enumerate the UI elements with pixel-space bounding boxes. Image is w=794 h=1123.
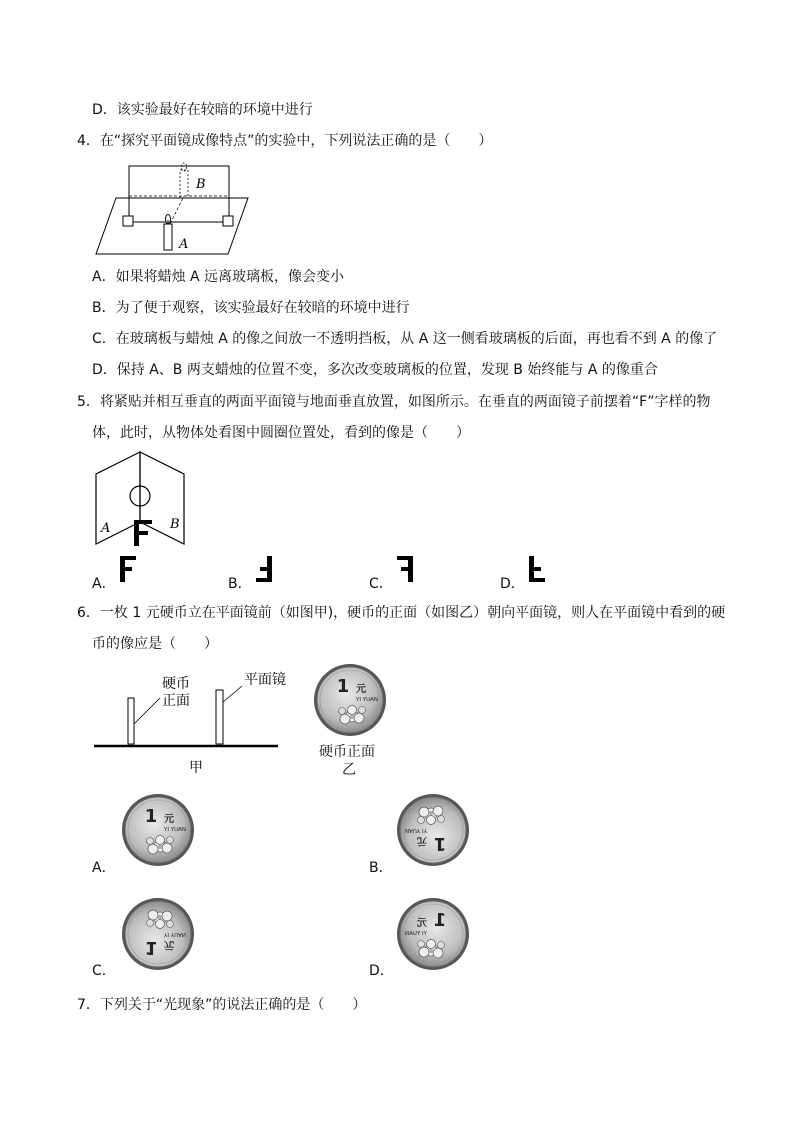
coin-b-numeral: 1 [433,833,447,854]
coin-c-unit: 元 [164,939,174,950]
coin-front-numeral: 1 [336,676,350,697]
coin-c-text: YI YUAN [164,931,186,937]
q6-mirror-label: 平面镜 [244,672,286,688]
coin-a-text: YI YUAN [164,827,186,833]
q5-option-c-glyph [395,556,415,584]
q5-option-b-glyph [254,556,274,584]
q5-label-a: A [101,521,111,536]
q6-option-a-label: A． [92,860,116,876]
q4-figure [92,158,262,258]
q6-caption-jia: 甲 [189,760,203,776]
q6-coin-front [312,662,392,742]
q6-option-b-coin[interactable] [395,792,475,872]
coin-a-unit: 元 [164,814,174,825]
q5-option-a-glyph [118,556,138,584]
q4-label-b: B [196,177,206,192]
q5-option-c-label: C． [369,576,393,592]
coin-b-text: YI YUAN [405,827,427,833]
q6-figure-jia [94,668,294,778]
q6-caption-yi-2: 乙 [342,762,356,778]
q6-caption-yi-1: 硬币正面 [319,744,375,760]
q6-option-b-label: B． [369,860,393,876]
q4-option-b: B．为了便于观察，该实验最好在较暗的环境中进行 [92,300,410,316]
coin-b-unit: 元 [417,835,427,846]
coin-d-text: YI YUAN [405,931,427,937]
q4-option-d: D．保持 A、B 两支蜡烛的位置不变，多次改变玻璃板的位置，发现 B 始终能与 A 的像重合 [92,362,658,378]
q6-option-c-coin[interactable] [120,896,200,976]
q5-stem-line1: 5．将紧贴并相互垂直的两面平面镜与地面垂直放置，如图所示。在垂直的两面镜子前摆着“F”字样的物 [77,394,711,410]
q6-stem-line1: 6．一枚 1 元硬币立在平面镜前（如图甲)，硬币的正面（如图乙）朝向平面镜，则人在平面镜中看到的硬 [77,605,726,621]
q6-coin-label-1: 硬币 [162,676,190,692]
q4-option-a: A．如果将蜡烛 A 远离玻璃板，像会变小 [92,269,345,285]
coin-front-unit: 元 [356,684,366,695]
q4-stem: 4．在“探究平面镜成像特点”的实验中，下列说法正确的是（ ） [77,133,493,149]
coin-front-text: YI YUAN [356,697,378,703]
q5-stem-line2: 体，此时，从物体处看图中圆圈位置处，看到的像是（ ） [92,425,470,441]
q4-label-a: A [179,237,189,252]
q6-coin-label-2: 正面 [162,693,190,709]
q5-label-b: B [170,517,180,532]
q7-stem: 7．下列关于“光现象”的说法正确的是（ ） [77,997,367,1013]
coin-c-numeral: 1 [144,937,158,958]
q5-figure [94,452,204,552]
q5-option-a-label: A． [92,576,116,592]
coin-a-numeral: 1 [144,806,158,827]
q5-option-b-label: B． [228,576,252,592]
q4-option-c: C．在玻璃板与蜡烛 A 的像之间放一不透明挡板，从 A 这一侧看玻璃板的后面，再也看不到 A 的像了 [92,331,718,347]
coin-d-numeral: 1 [433,910,447,931]
q6-option-d-coin[interactable] [395,896,475,976]
q5-f-object [134,520,152,546]
q6-option-d-label: D． [369,963,394,979]
q5-option-d-label: D． [500,576,525,592]
q6-option-c-label: C． [92,963,116,979]
q6-option-a-coin[interactable] [120,792,200,872]
q3-option-d: D．该实验最好在较暗的环境中进行 [92,102,313,118]
q5-option-d-glyph [527,556,547,584]
coin-d-unit: 元 [417,918,427,929]
q6-stem-line2: 币的像应是（ ） [92,636,218,652]
